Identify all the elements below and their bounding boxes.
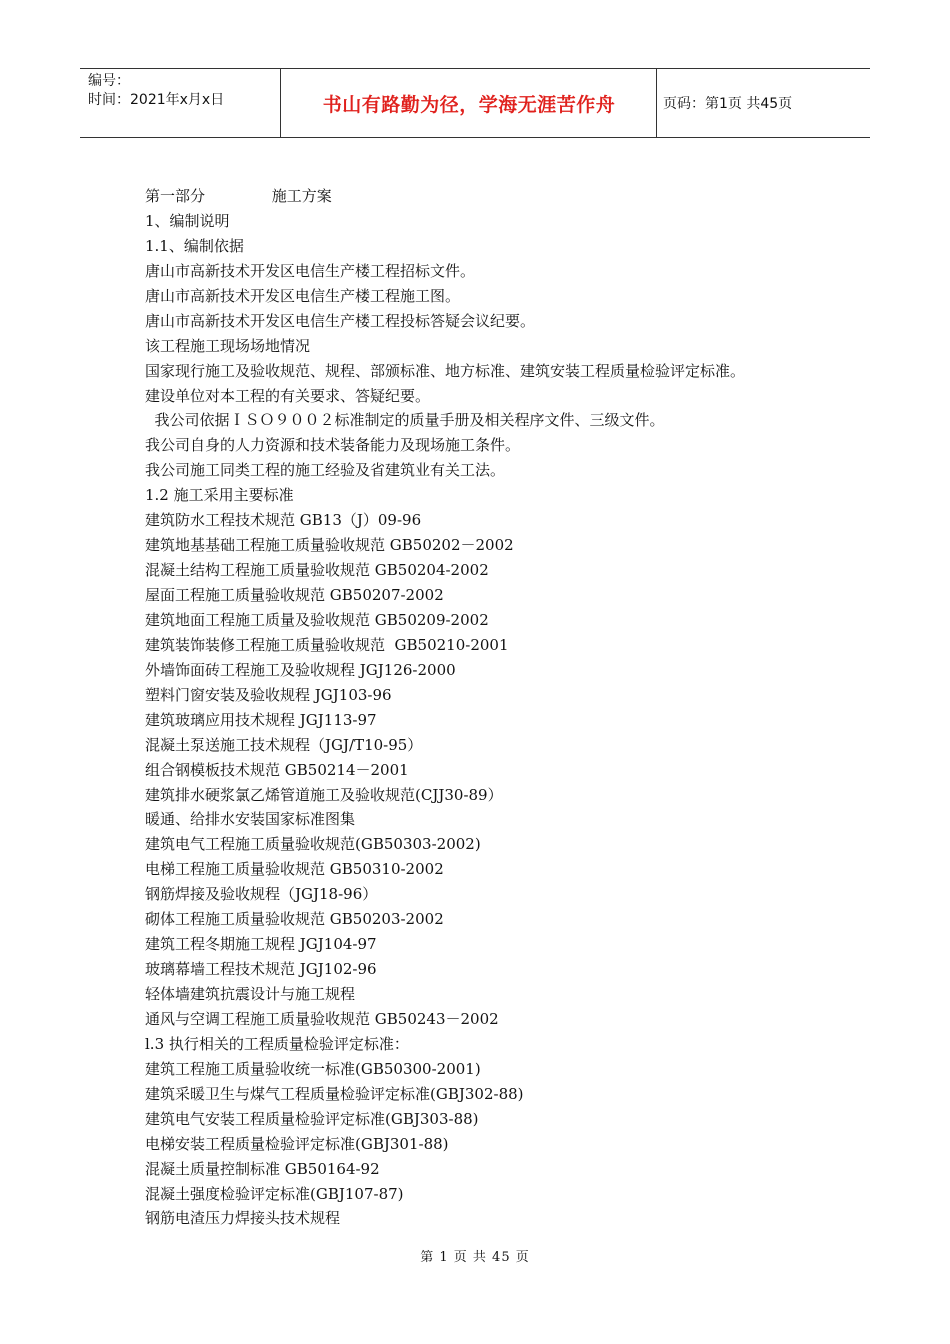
header-meta xyxy=(80,69,281,137)
body-line: 第一部分 施工方案 xyxy=(145,187,332,205)
document-number-label: 编号： xyxy=(88,73,130,89)
body-line: 建筑防水工程技术规范 GB13（J）09-96 xyxy=(145,511,422,530)
body-line: 国家现行施工及验收规范、规程、部颁标准、地方标准、建筑安装工程质量检验评定标准。 xyxy=(145,361,746,380)
body-line: 建筑装饰装修工程施工质量验收规范 GB50210-2001 xyxy=(145,635,509,654)
body-line: 混凝土泵送施工技术规程（JGJ/T10-95） xyxy=(145,735,423,754)
body-line: 唐山市高新技术开发区电信生产楼工程施工图。 xyxy=(145,286,461,305)
body-line: 混凝土强度检验评定标准(GBJ107-87) xyxy=(145,1184,404,1203)
body-line: 通风与空调工程施工质量验收规范 GB50243－2002 xyxy=(145,1009,499,1028)
document-body xyxy=(145,184,845,1231)
body-line: 该工程施工现场场地情况 xyxy=(145,336,311,355)
body-line: 建筑电气工程施工质量验收规范(GB50303-2002) xyxy=(145,835,481,854)
body-line: 1、编制说明 xyxy=(145,211,230,230)
body-line: 砌体工程施工质量验收规范 GB50203-2002 xyxy=(145,910,444,929)
header-page-info: 页码：第1页 共45页 xyxy=(663,96,793,112)
body-line: 混凝土质量控制标准 GB50164-92 xyxy=(145,1159,380,1178)
body-line: l.3 执行相关的工程质量检验评定标准： xyxy=(145,1034,409,1053)
body-line: 组合钢模板技术规范 GB50214－2001 xyxy=(145,760,409,779)
body-line: 钢筋焊接及验收规程（JGJ18-96） xyxy=(145,885,378,904)
body-line: 建设单位对本工程的有关要求、答疑纪要。 xyxy=(145,386,431,405)
body-line: 我公司施工同类工程的施工经验及省建筑业有关工法。 xyxy=(145,461,506,480)
body-line: 1.1、编制依据 xyxy=(145,236,244,255)
body-line: 1.2 施工采用主要标准 xyxy=(145,486,294,505)
page-footer: 第 1 页 共 45 页 xyxy=(420,1250,530,1265)
body-line: 塑料门窗安装及验收规程 JGJ103-96 xyxy=(145,685,392,704)
body-line: 外墙饰面砖工程施工及验收规程 JGJ126-2000 xyxy=(145,660,456,679)
document-date: 时间：2021年x月x日 xyxy=(88,92,225,108)
body-line: 电梯安装工程质量检验评定标准(GBJ301-88) xyxy=(145,1134,449,1153)
body-line: 建筑地面工程施工质量及验收规范 GB50209-2002 xyxy=(145,610,489,629)
body-line: 唐山市高新技术开发区电信生产楼工程投标答疑会议纪要。 xyxy=(145,311,536,330)
document-header xyxy=(80,68,870,138)
body-line: 混凝土结构工程施工质量验收规范 GB50204-2002 xyxy=(145,561,489,580)
body-line: 唐山市高新技术开发区电信生产楼工程招标文件。 xyxy=(145,261,476,280)
body-line: 屋面工程施工质量验收规范 GB50207-2002 xyxy=(145,586,444,604)
body-line: 建筑采暖卫生与煤气工程质量检验评定标准(GBJ302-88) xyxy=(145,1084,524,1103)
body-line: 电梯工程施工质量验收规范 GB50310-2002 xyxy=(145,860,444,879)
body-line: 建筑排水硬浆氯乙烯管道施工及验收规范(CJJ30-89） xyxy=(145,785,503,804)
body-line: 建筑玻璃应用技术规程 JGJ113-97 xyxy=(145,710,377,729)
body-line: 建筑工程施工质量验收统一标准(GB50300-2001) xyxy=(145,1059,481,1078)
header-motto: 书山有路勤为径，学海无涯苦作舟 xyxy=(282,69,657,137)
body-line: 建筑工程冬期施工规程 JGJ104-97 xyxy=(145,935,377,954)
body-line: 玻璃幕墙工程技术规范 JGJ102-96 xyxy=(145,960,377,979)
body-line: 暖通、给排水安装国家标准图集 xyxy=(145,810,356,829)
body-line: 钢筋电渣压力焊接头技术规程 xyxy=(145,1209,341,1228)
body-line: 建筑电气安装工程质量检验评定标准(GBJ303-88) xyxy=(145,1109,479,1128)
body-line: 建筑地基基础工程施工质量验收规范 GB50202－2002 xyxy=(145,536,514,555)
body-line: 轻体墙建筑抗震设计与施工规程 xyxy=(145,985,356,1003)
body-line: 我公司自身的人力资源和技术装备能力及现场施工条件。 xyxy=(145,436,521,455)
body-line: 我公司依据ＩＳＯ９００２标准制定的质量手册及相关程序文件、三级文件。 xyxy=(145,411,665,430)
